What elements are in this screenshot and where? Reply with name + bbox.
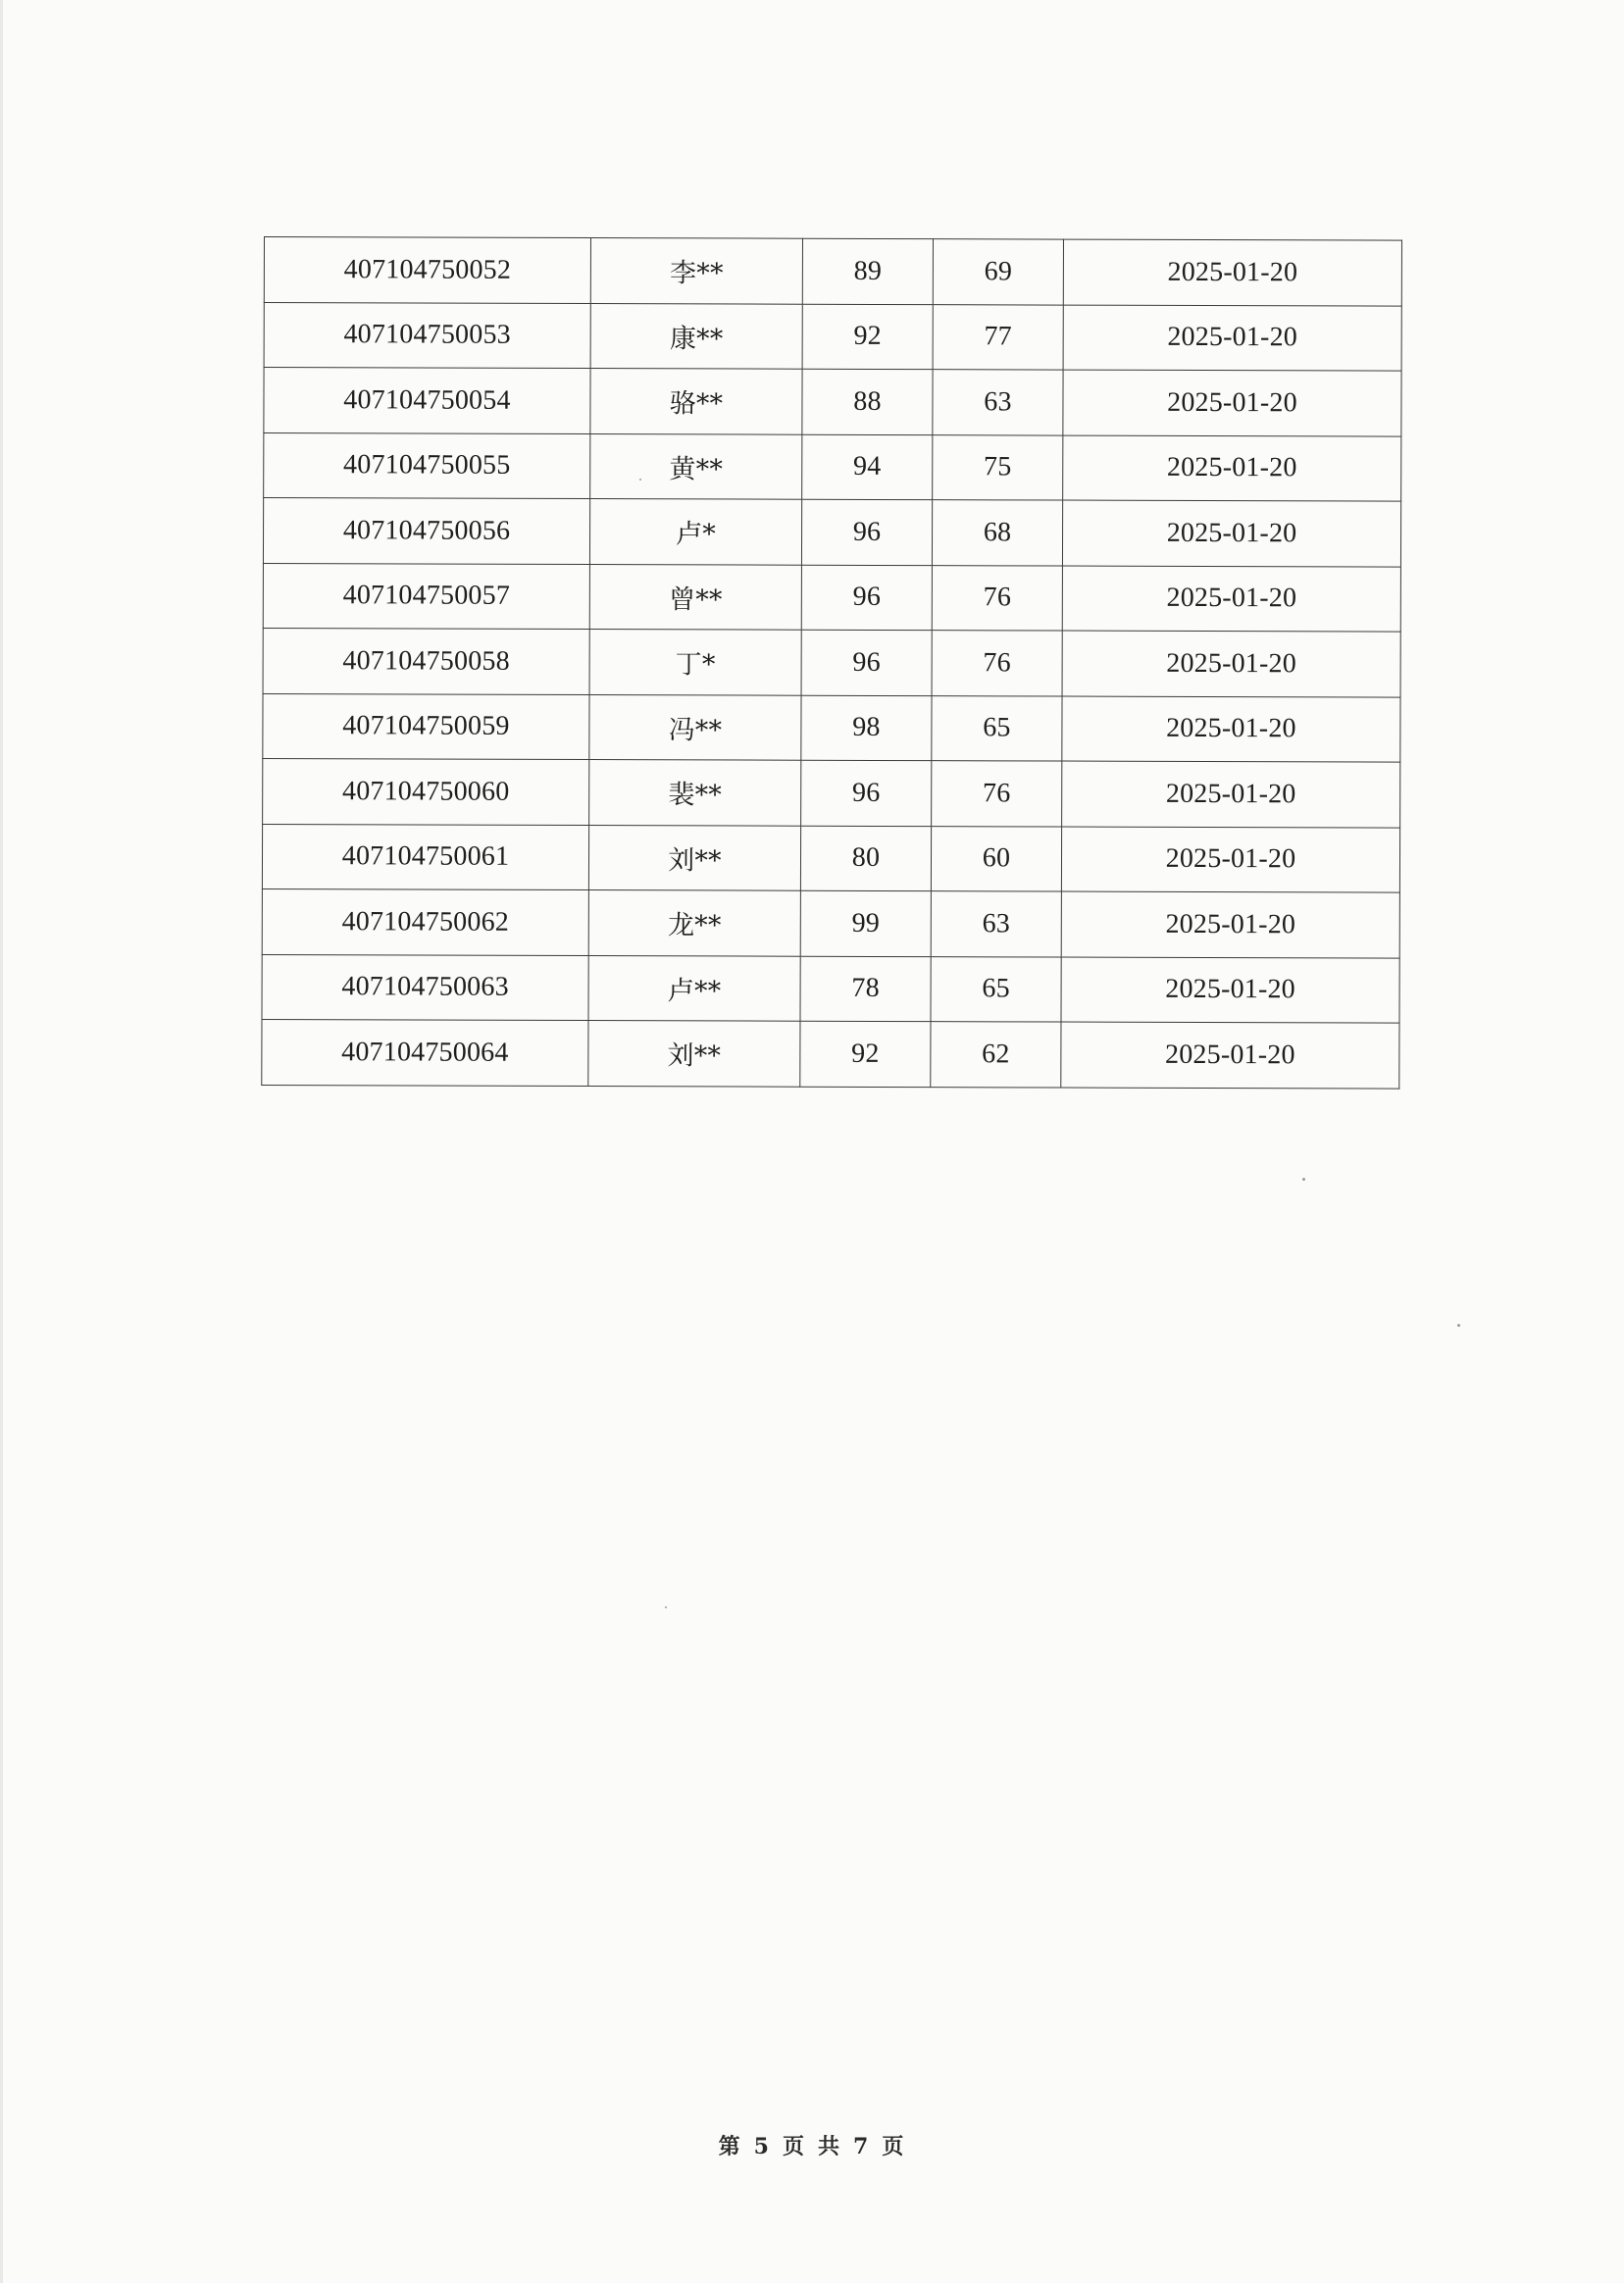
- cell-score-1: 92: [800, 1021, 931, 1087]
- table-row: [263, 563, 1400, 632]
- table-row: [262, 954, 1399, 1023]
- cell-score-1: 96: [801, 565, 932, 631]
- cell-id: 407104750057: [263, 563, 589, 630]
- cell-date: 2025-01-20: [1061, 957, 1399, 1024]
- footer-prefix: 第: [718, 2134, 742, 2159]
- cell-name: 曾**: [589, 564, 801, 630]
- cell-date: 2025-01-20: [1063, 305, 1401, 372]
- page-edge-shadow: [0, 0, 3, 2283]
- cell-date: 2025-01-20: [1061, 827, 1399, 893]
- footer-total-pages: 7: [853, 2134, 871, 2159]
- cell-score-2: 62: [931, 1022, 1061, 1088]
- scan-speck: [1302, 1178, 1305, 1181]
- scan-speck: [1457, 1324, 1460, 1327]
- cell-score-1: 78: [800, 956, 931, 1022]
- cell-score-2: 63: [931, 891, 1061, 957]
- cell-id: 407104750064: [262, 1019, 588, 1086]
- cell-score-1: 96: [801, 630, 932, 695]
- cell-name: 骆**: [590, 369, 802, 434]
- table-body: [262, 237, 1402, 1089]
- table-row: [262, 1019, 1399, 1088]
- cell-score-2: 76: [932, 631, 1062, 696]
- cell-score-2: 65: [932, 695, 1062, 761]
- cell-id: 407104750062: [262, 888, 588, 955]
- table-row: [264, 237, 1401, 306]
- cell-name: 裴**: [589, 760, 801, 826]
- table-row: [264, 302, 1401, 371]
- cell-id: 407104750052: [264, 237, 590, 304]
- cell-name: 刘**: [588, 825, 800, 890]
- cell-score-2: 69: [933, 239, 1063, 305]
- cell-score-1: 96: [801, 760, 932, 826]
- score-table: [261, 236, 1402, 1089]
- footer-total-prefix: 共: [818, 2134, 842, 2159]
- table-row: [262, 888, 1399, 957]
- cell-score-2: 60: [931, 826, 1061, 891]
- table-row: [262, 824, 1399, 892]
- table-row: [264, 368, 1401, 436]
- cell-score-2: 63: [933, 370, 1063, 435]
- table-row: [264, 432, 1401, 501]
- cell-score-1: 88: [802, 369, 933, 434]
- cell-id: 407104750060: [263, 758, 589, 825]
- cell-name: 刘**: [588, 1021, 800, 1087]
- cell-date: 2025-01-20: [1062, 500, 1400, 567]
- cell-score-1: 98: [801, 695, 932, 761]
- cell-name: 康**: [590, 303, 802, 369]
- footer-page-word-2: 页: [882, 2134, 906, 2159]
- cell-id: 407104750056: [263, 498, 589, 565]
- cell-date: 2025-01-20: [1061, 891, 1399, 958]
- cell-id: 407104750053: [264, 302, 590, 369]
- cell-date: 2025-01-20: [1062, 566, 1400, 633]
- table-row: [263, 498, 1400, 567]
- footer-page-word: 页: [782, 2134, 806, 2159]
- cell-score-2: 77: [933, 304, 1063, 370]
- cell-date: 2025-01-20: [1063, 370, 1401, 436]
- cell-name: 李**: [590, 238, 802, 304]
- cell-id: 407104750061: [262, 824, 588, 890]
- cell-name: 黄**: [590, 433, 802, 499]
- cell-score-2: 75: [933, 434, 1063, 500]
- table-row: [263, 628, 1400, 696]
- cell-id: 407104750063: [262, 954, 588, 1021]
- scan-speck: [639, 479, 641, 481]
- cell-date: 2025-01-20: [1063, 435, 1401, 502]
- cell-name: 冯**: [589, 694, 801, 760]
- cell-score-2: 76: [932, 565, 1062, 631]
- cell-score-1: 96: [801, 499, 932, 565]
- cell-id: 407104750058: [263, 628, 589, 694]
- cell-score-1: 99: [800, 890, 931, 956]
- cell-score-2: 68: [932, 500, 1062, 566]
- cell-score-1: 94: [802, 434, 933, 500]
- table-row: [263, 693, 1400, 762]
- cell-name: 卢**: [588, 955, 800, 1021]
- cell-date: 2025-01-20: [1063, 239, 1401, 306]
- table-row: [263, 758, 1400, 827]
- cell-name: 丁*: [589, 630, 801, 695]
- cell-id: 407104750054: [264, 368, 590, 434]
- cell-id: 407104750055: [264, 432, 590, 499]
- footer-current-page: 5: [753, 2134, 771, 2159]
- cell-score-2: 76: [932, 761, 1062, 827]
- cell-date: 2025-01-20: [1062, 696, 1400, 763]
- scan-speck: [665, 1606, 667, 1608]
- cell-score-1: 80: [800, 826, 931, 891]
- cell-name: 龙**: [588, 890, 800, 956]
- cell-score-1: 89: [802, 238, 933, 304]
- cell-date: 2025-01-20: [1062, 631, 1400, 697]
- page-footer: [0, 2130, 1624, 2160]
- cell-date: 2025-01-20: [1062, 761, 1400, 828]
- cell-date: 2025-01-20: [1061, 1022, 1399, 1089]
- cell-name: 卢*: [589, 499, 801, 565]
- cell-score-2: 65: [931, 956, 1061, 1022]
- cell-score-1: 92: [802, 304, 933, 370]
- cell-id: 407104750059: [263, 693, 589, 760]
